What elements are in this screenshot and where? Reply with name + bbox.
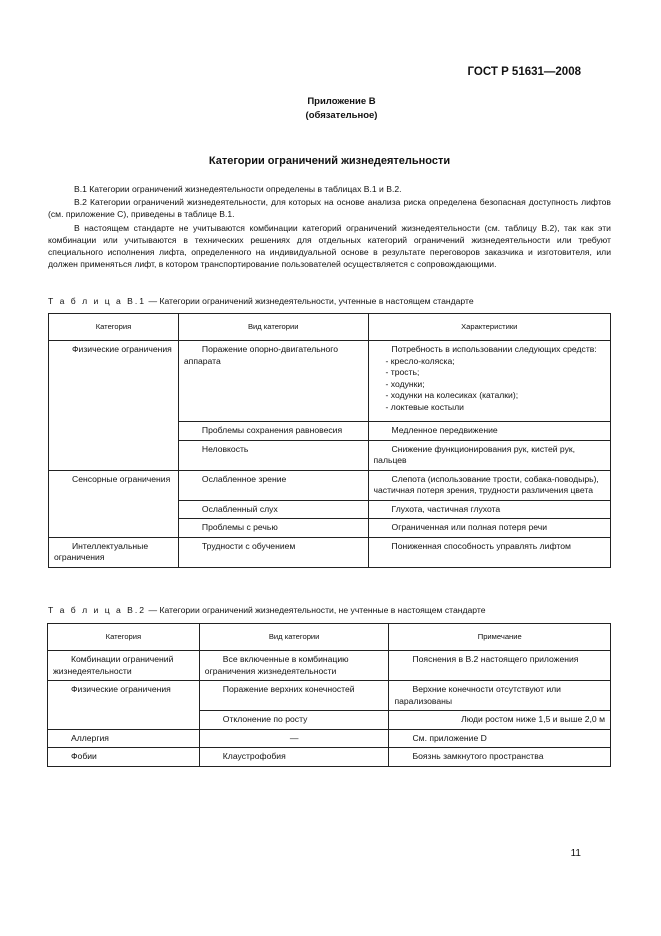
paragraph: В.1 Категории ограничений жизнедеятельности определены в таблицах В.1 и В.2. [74,184,402,194]
table-row [49,341,611,422]
characteristic-cell: Слепота (использование трости, собака-поводырь), частичная потеря зрения, трудности различения цвета [368,470,610,500]
note-cell: Люди ростом ниже 1,5 и выше 2,0 м [389,711,611,730]
characteristic-cell: Ограниченная или полная потеря речи [368,519,610,538]
aids-list [374,356,605,414]
table-2 [47,623,611,767]
category-cell: Интеллектуальные ограничения [49,537,179,567]
characteristic-cell [368,341,610,422]
kind-cell: Клаустрофобия [199,748,389,767]
table-header-row [48,624,611,651]
kind-cell: Поражение опорно-двигательного аппарата [178,341,368,422]
table-1 [48,313,611,568]
kind-cell: Проблемы с речью [178,519,368,538]
kind-cell: Ослабленный слух [178,500,368,519]
kind-cell: Отклонение по росту [199,711,389,730]
kind-cell: Все включенные в комбинацию ограничения жизнедеятельности [199,651,389,681]
kind-cell: — [199,729,389,748]
characteristic-text: Потребность в использовании следующих средств: [391,344,597,354]
note-cell: Верхние конечности отсутствуют или парализованы [389,681,611,711]
category-cell: Сенсорные ограничения [49,470,179,537]
kind-cell: Ослабленное зрение [178,470,368,500]
table1-caption-label: Т а б л и ц а В.1 [48,296,147,306]
category-cell: Аллергия [48,729,200,748]
paragraph: В настоящем стандарте не учитываются комбинации категорий ограничений жизнедеятельности (см. таблицу В.2), так как эти комбинации или учитываются в технических решениях для отдельных категорий ограничений жизнедеятельности или требуют специального исполнения лифта, определенного на индивидуальной основе в результате переговоров заказчика и изготовителя, или должен применяться лифт, в котором транспортирование пользователей осуществляется с сопровождающими. [48,222,611,270]
table1-caption-text: — Категории ограничений жизнедеятельности, учтенные в настоящем стандарте [146,296,474,306]
standard-number: ГОСТ Р 51631—2008 [467,66,581,78]
category-cell: Фобии [48,748,200,767]
table-row [48,651,611,681]
list-item: - локтевые костыли [386,402,605,414]
category-cell: Комбинации ограничений жизнедеятельности [48,651,200,681]
list-item: - ходунки; [386,379,605,391]
appendix-header [0,95,661,123]
header-cell: Категория [48,624,200,651]
category-cell: Физические ограничения [49,341,179,471]
paragraph: В.2 Категории ограничений жизнедеятельности, для которых на основе анализа риска определена безопасная доступность лифтов (см. приложение С), приведены в таблице В.1. [48,197,611,220]
list-item: - ходунки на колесиках (каталки); [386,390,605,402]
list-item: - кресло-коляска; [386,356,605,368]
characteristic-cell: Снижение функционирования рук, кистей рук, пальцев [368,440,610,470]
table-header-row [49,314,611,341]
section-heading: Категории ограничений жизнедеятельности [208,155,451,167]
category-cell: Физические ограничения [48,681,200,730]
kind-cell: Поражение верхних конечностей [199,681,389,711]
page-number: 11 [570,848,581,859]
header-cell: Примечание [389,624,611,651]
table1-caption [48,296,474,306]
kind-cell: Проблемы сохранения равновесия [178,422,368,441]
appendix-status: (обязательное) [305,110,378,121]
table-row [49,470,611,500]
header-cell: Характеристики [368,314,610,341]
kind-cell: Трудности с обучением [178,537,368,567]
header-cell: Вид категории [178,314,368,341]
note-cell: См. приложение D [389,729,611,748]
table2-caption [48,605,486,615]
note-cell: Пояснения в В.2 настоящего приложения [389,651,611,681]
characteristic-cell: Медленное передвижение [368,422,610,441]
appendix-title: Приложение В [307,96,376,107]
table-row [48,748,611,767]
note-cell: Боязнь замкнутого пространства [389,748,611,767]
header-cell: Категория [49,314,179,341]
characteristic-cell: Пониженная способность управлять лифтом [368,537,610,567]
table2-caption-text: — Категории ограничений жизнедеятельности, не учтенные в настоящем стандарте [146,605,486,615]
kind-cell: Неловкость [178,440,368,470]
table-row [48,681,611,711]
header-cell: Вид категории [199,624,389,651]
list-item: - трость; [386,367,605,379]
table2-caption-label: Т а б л и ц а В.2 [48,605,147,615]
table-row [48,729,611,748]
characteristic-cell: Глухота, частичная глухота [368,500,610,519]
table-row [49,537,611,567]
body-text [48,183,611,271]
